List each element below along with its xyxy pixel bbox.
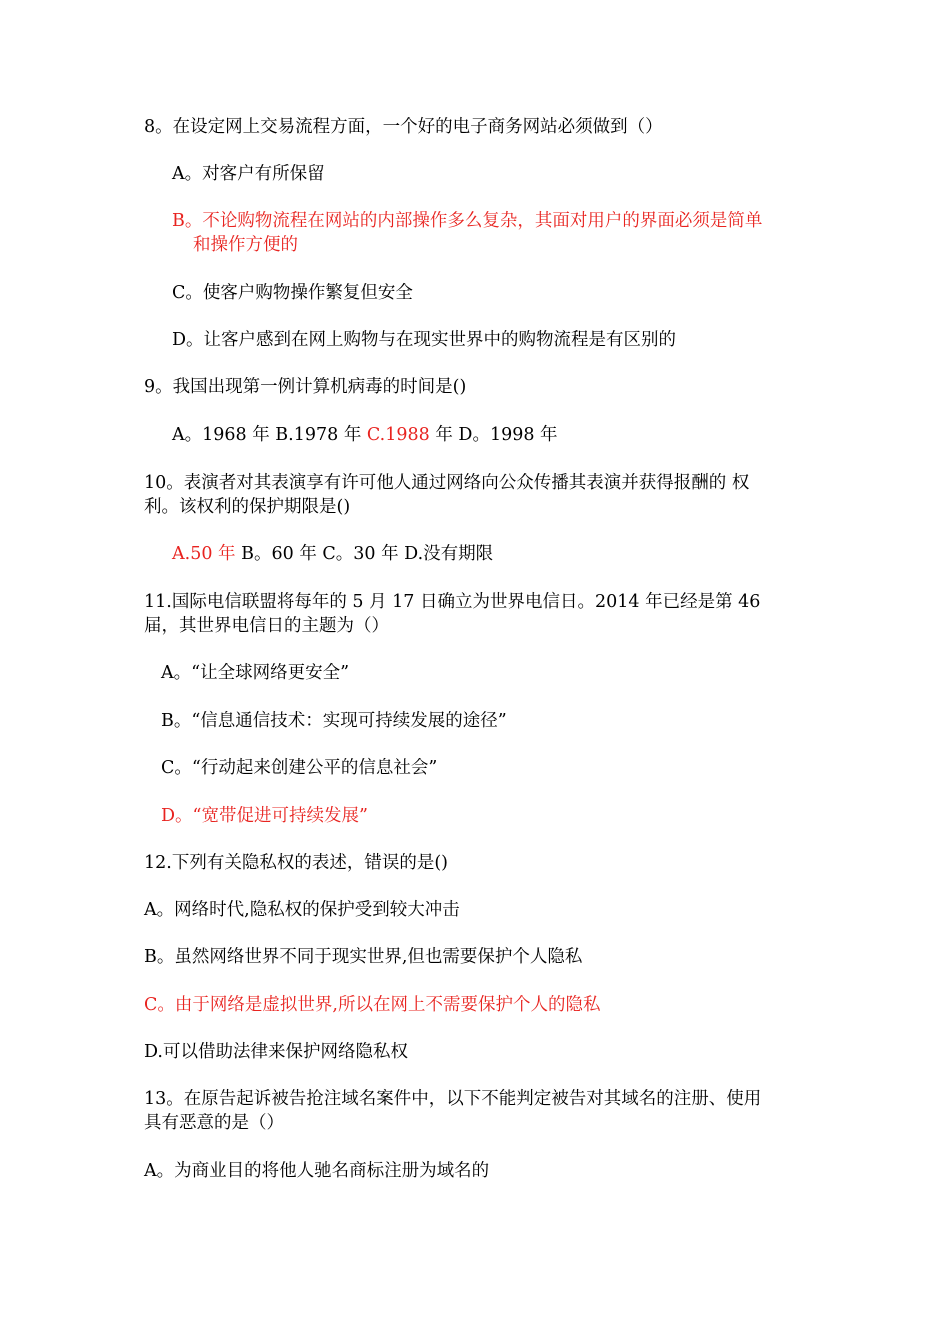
question-9-stem: 9。我国出现第一例计算机病毒的时间是() (144, 377, 467, 397)
question-9-options-rest: 年 D。1998 年 (435, 425, 558, 445)
question-8-option-b-answer: B。不论购物流程在网站的内部操作多么复杂，其面对用户的界面必须是简单 (172, 211, 763, 231)
question-10-stem: 10。表演者对其表演享有许可他人通过网络向公众传播其表演并获得报酬的 权 (144, 473, 750, 493)
question-12-option-b: B。虽然网络世界不同于现实世界,但也需要保护个人隐私 (144, 947, 583, 967)
question-11-option-b: B。“信息通信技术：实现可持续发展的途径” (161, 711, 507, 731)
question-12-option-d: D.可以借助法律来保护网络隐私权 (144, 1042, 408, 1062)
question-10-options-rest: B。60 年 C。30 年 D.没有期限 (241, 544, 494, 564)
question-11-option-a: A。“让全球网络更安全” (161, 663, 350, 683)
question-9-options-ab: A。1968 年 B.1978 年 (172, 425, 362, 445)
question-11-option-d-answer: D。“宽带促进可持续发展” (161, 806, 368, 826)
question-12-stem: 12.下列有关隐私权的表述，错误的是() (144, 853, 448, 873)
question-8-option-a: A。对客户有所保留 (172, 164, 325, 184)
question-13-option-a: A。为商业目的将他人驰名商标注册为域名的 (144, 1161, 490, 1181)
question-11-stem: 11.国际电信联盟将每年的 5 月 17 日确立为世界电信日。2014 年已经是第 46 (144, 592, 761, 612)
question-10-option-a-answer: A.50 年 (172, 544, 236, 564)
question-11-option-c: C。“行动起来创建公平的信息社会” (161, 758, 438, 778)
question-8-option-c: C。使客户购物操作繁复但安全 (172, 283, 413, 303)
question-9-option-c-answer: C.1988 (366, 425, 430, 445)
question-9-options (172, 423, 558, 448)
question-11-stem-cont: 届，其世界电信日的主题为（） (144, 616, 389, 636)
question-8-option-b-answer-cont: 和操作方便的 (193, 235, 298, 255)
question-13-stem: 13。在原告起诉被告抢注域名案件中，以下不能判定被告对其域名的注册、使用 (144, 1089, 762, 1109)
question-12-option-a: A。网络时代,隐私权的保护受到较大冲击 (144, 900, 460, 920)
question-10-stem-cont: 利。该权利的保护期限是() (144, 497, 351, 517)
question-10-options (172, 542, 493, 567)
question-8-stem: 8。在设定网上交易流程方面，一个好的电子商务网站必须做到（） (144, 117, 663, 137)
question-12-option-c-answer: C。由于网络是虚拟世界,所以在网上不需要保护个人的隐私 (144, 995, 601, 1015)
question-8-option-d: D。让客户感到在网上购物与在现实世界中的购物流程是有区别的 (172, 330, 677, 350)
question-13-stem-cont: 具有恶意的是（） (144, 1113, 284, 1133)
